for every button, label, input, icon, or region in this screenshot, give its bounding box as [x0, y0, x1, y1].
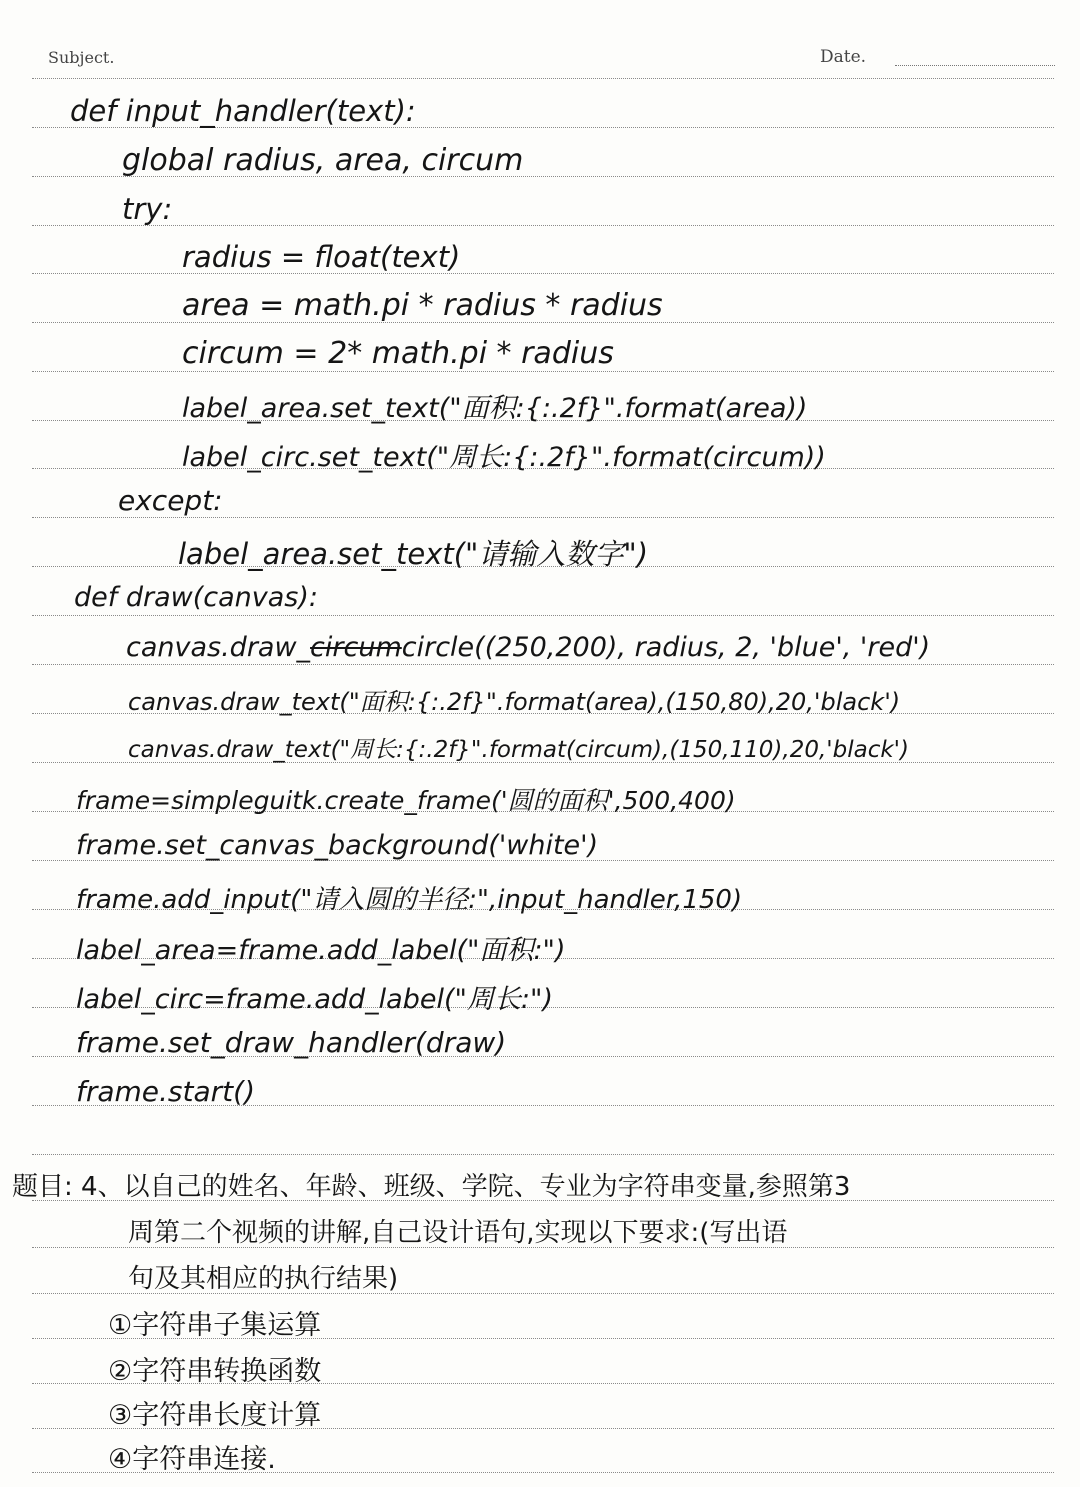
subject-label: Subject.: [48, 48, 115, 67]
rule-line: [32, 78, 1054, 79]
code-line-12: [126, 632, 930, 663]
code-line-13: canvas.draw_text("面积:{:.2f}".format(area),(150,80),20,'black'): [128, 688, 901, 716]
date-line: [895, 65, 1055, 66]
code-line-15: frame=simpleguitk.create_frame('圆的面积',500,400): [76, 786, 736, 815]
rule-line: [32, 615, 1054, 616]
code-line-7: label_area.set_text("面积:{:.2f}".format(area)): [182, 393, 808, 424]
code-line-17: frame.add_input("请入圆的半径:",input_handler,150): [76, 885, 743, 915]
code-line-4: radius = float(text): [182, 240, 461, 274]
code-line-19: label_circ=frame.add_label("周长:"): [76, 984, 553, 1015]
code-line-18: label_area=frame.add_label("面积:"): [76, 935, 566, 966]
code-line-1: def input_handler(text):: [70, 94, 416, 128]
rule-line: [32, 371, 1054, 372]
date-label: Date.: [820, 47, 867, 67]
question-line-1: 题目: 4、以自己的姓名、年龄、班级、学院、专业为字符串变量,参照第3: [12, 1172, 851, 1202]
question-item-1: ①字符串子集运算: [108, 1310, 322, 1341]
rule-line: [32, 664, 1054, 665]
code-line-16: frame.set_canvas_background('white'): [76, 830, 599, 861]
code-line-12-prefix: canvas.draw_: [126, 632, 311, 663]
question-item-2: ②字符串转换函数: [108, 1356, 322, 1387]
code-line-6: circum = 2* math.pi * radius: [182, 336, 614, 371]
code-line-3: try:: [122, 192, 173, 226]
code-line-14: canvas.draw_text("周长:{:.2f}".format(circum),(150,110),20,'black'): [128, 737, 909, 763]
code-line-20: frame.set_draw_handler(draw): [76, 1026, 507, 1059]
code-line-8: label_circ.set_text("周长:{:.2f}".format(circum)): [182, 442, 826, 473]
code-line-12-rest: circle((250,200), radius, 2, 'blue', 'red'): [401, 632, 931, 663]
code-line-9: except:: [118, 484, 223, 517]
rule-line: [32, 517, 1054, 518]
code-line-5: area = math.pi * radius * radius: [182, 288, 663, 323]
code-line-10: label_area.set_text("请输入数字"): [178, 537, 649, 571]
question-line-3: 句及其相应的执行结果): [128, 1264, 399, 1294]
rule-line: [32, 1154, 1054, 1155]
code-line-21: frame.start(): [76, 1075, 255, 1108]
question-item-4: ④字符串连接.: [108, 1444, 276, 1475]
code-line-2: global radius, area, circum: [122, 143, 524, 178]
rule-line: [32, 225, 1054, 226]
question-item-3: ③字符串长度计算: [108, 1400, 322, 1431]
struck-out-text: circum: [310, 632, 402, 663]
question-line-2: 周第二个视频的讲解,自己设计语句,实现以下要求:(写出语: [128, 1218, 788, 1248]
code-line-11: def draw(canvas):: [74, 582, 318, 613]
